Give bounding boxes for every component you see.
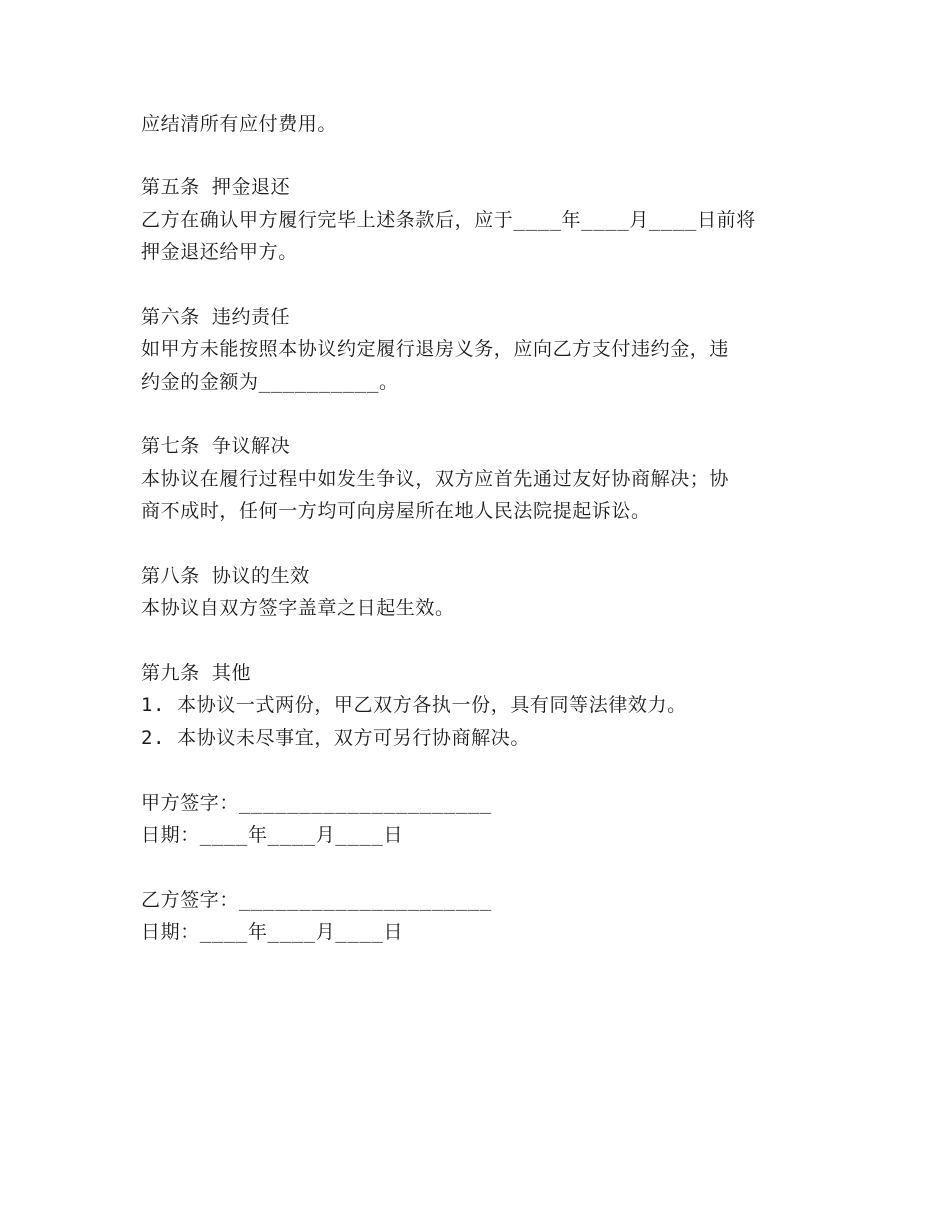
- article-8-heading: 第八条 协议的生效: [141, 565, 310, 587]
- party-b-date: 日期：____年____月____日: [141, 921, 404, 943]
- article-5-line-2: 押金退还给甲方。: [141, 241, 298, 263]
- article-7-heading: 第七条 争议解决: [141, 435, 291, 457]
- article-6-line-2: 约金的金额为__________。: [141, 371, 399, 393]
- article-5-line-1: 乙方在确认甲方履行完毕上述条款后，应于____年____月____日前将: [141, 209, 756, 231]
- article-7-line-1: 本协议在履行过程中如发生争议，双方应首先通过友好协商解决；协: [141, 468, 730, 490]
- article-8-line-1: 本协议自双方签字盖章之日起生效。: [141, 597, 455, 619]
- article-6-heading: 第六条 违约责任: [141, 306, 291, 328]
- article-7-line-2: 商不成时，任何一方均可向房屋所在地人民法院提起诉讼。: [141, 500, 651, 522]
- party-a-date: 日期：____年____月____日: [141, 824, 404, 846]
- article-9-heading: 第九条 其他: [141, 662, 252, 684]
- continuation-line: 应结清所有应付费用。: [141, 113, 338, 135]
- article-6-line-1: 如甲方未能按照本协议约定履行退房义务，应向乙方支付违约金，违: [141, 338, 730, 360]
- article-9-item-1: 1. 本协议一式两份，甲乙双方各执一份，具有同等法律效力。: [141, 694, 687, 716]
- party-b-signature: 乙方签字：_____________________: [141, 889, 492, 911]
- article-5-heading: 第五条 押金退还: [141, 176, 291, 198]
- party-a-signature: 甲方签字：_____________________: [141, 792, 492, 814]
- article-9-item-2: 2. 本协议未尽事宜，双方可另行协商解决。: [141, 727, 530, 749]
